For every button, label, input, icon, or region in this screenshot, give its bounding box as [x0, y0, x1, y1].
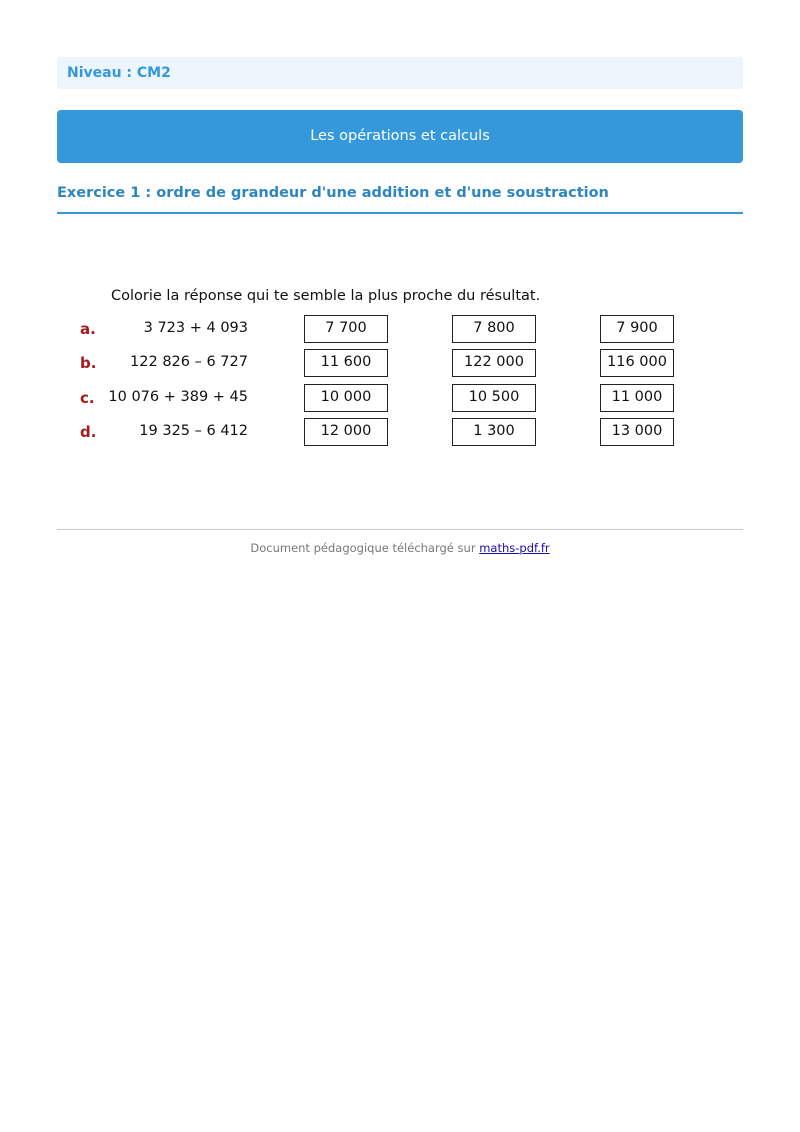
row-letter: a. [80, 320, 96, 338]
level-label: Niveau : CM2 [57, 57, 743, 89]
answer-box[interactable]: 10 500 [452, 384, 536, 412]
exercise-row [0, 349, 800, 377]
answer-box[interactable]: 122 000 [452, 349, 536, 377]
exercise-title: Exercice 1 : ordre de grandeur d'une addition et d'une soustraction [57, 185, 609, 201]
footer-link[interactable]: maths-pdf.fr [479, 541, 550, 555]
answer-box[interactable]: 12 000 [304, 418, 388, 446]
answer-box[interactable]: 7 700 [304, 315, 388, 343]
row-operation: 19 325 – 6 412 [139, 423, 248, 439]
exercise-title-underline [57, 212, 743, 214]
exercise-row [0, 315, 800, 343]
footer-text: Document pédagogique téléchargé sur [250, 541, 480, 555]
answer-box[interactable]: 116 000 [600, 349, 674, 377]
row-letter: c. [80, 389, 95, 407]
answer-box[interactable]: 11 600 [304, 349, 388, 377]
footer-divider [57, 529, 743, 530]
footer [57, 541, 743, 555]
answer-box[interactable]: 11 000 [600, 384, 674, 412]
answer-box[interactable]: 10 000 [304, 384, 388, 412]
answer-box[interactable]: 13 000 [600, 418, 674, 446]
row-operation: 3 723 + 4 093 [143, 320, 248, 336]
row-letter: b. [80, 354, 97, 372]
row-operation: 10 076 + 389 + 45 [108, 389, 248, 405]
exercise-row [0, 384, 800, 412]
row-letter: d. [80, 423, 97, 441]
exercise-row [0, 418, 800, 446]
topic-banner: Les opérations et calculs [57, 110, 743, 163]
exercise-instruction: Colorie la réponse qui te semble la plus proche du résultat. [111, 288, 541, 304]
answer-box[interactable]: 7 900 [600, 315, 674, 343]
row-operation: 122 826 – 6 727 [130, 354, 248, 370]
answer-box[interactable]: 7 800 [452, 315, 536, 343]
answer-box[interactable]: 1 300 [452, 418, 536, 446]
